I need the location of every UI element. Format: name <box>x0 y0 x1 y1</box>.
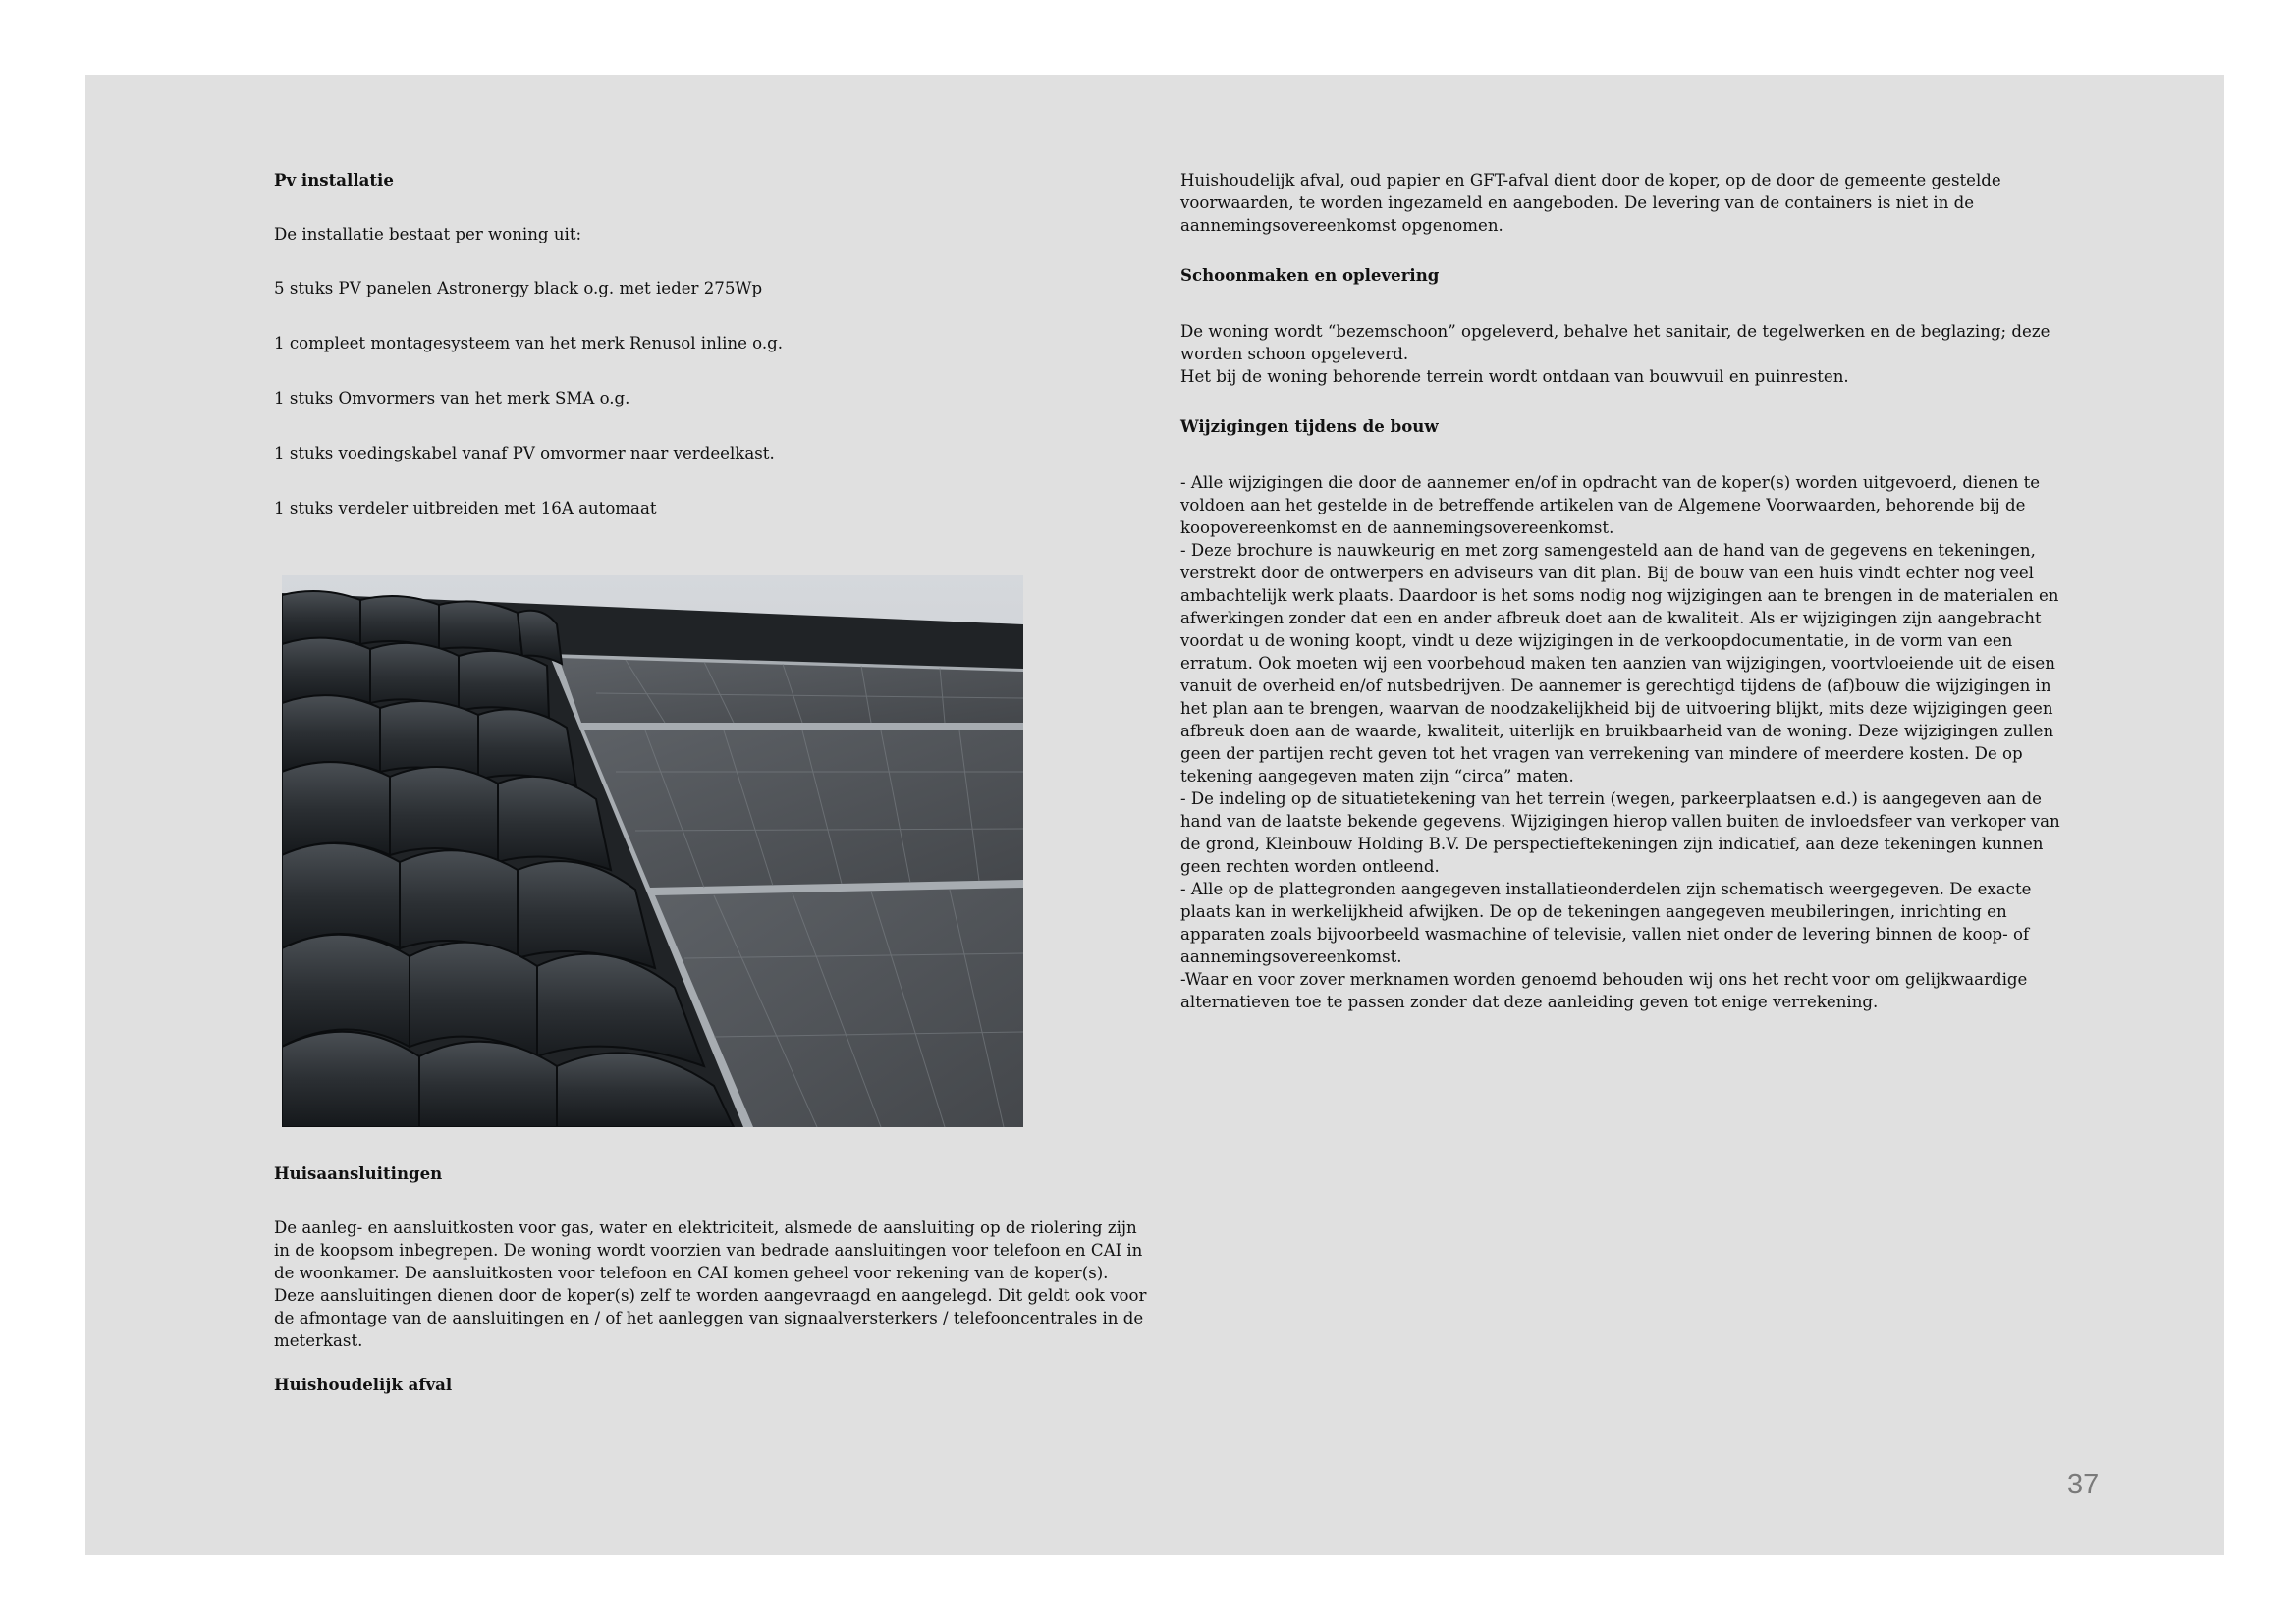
pv-item: 1 stuks voedingskabel vanaf PV omvormer naar verdeelkast. <box>274 444 775 462</box>
wijzigingen-paragraph: - De indeling op de situatietekening van het terrein (wegen, parkeerplaatsen e.d.) is aangegeven aan de hand van de laatste bekende gegevens. Wijzigingen hierop vallen buiten de invloedsfeer van verkoper van de grond, Kleinbouw Holding B.V. De perspectieftekeningen zijn indicatief, aan deze tekeningen kunnen geen rechten worden ontleend. <box>1180 789 2060 876</box>
pv-heading: Pv installatie <box>274 170 394 189</box>
oplevering-heading: Schoonmaken en oplevering <box>1180 265 1440 285</box>
pv-item: 1 compleet montagesysteem van het merk Renusol inline o.g. <box>274 334 784 352</box>
right-column <box>1180 169 2064 1013</box>
aansluitingen-heading: Huisaansluitingen <box>274 1163 443 1183</box>
page <box>85 75 2224 1555</box>
wijzigingen-heading: Wijzigingen tijdens de bouw <box>1180 416 1439 436</box>
wijzigingen-paragraph: - Deze brochure is nauwkeurig en met zorg samengesteld aan de hand van de gegevens en tekeningen, verstrekt door de ontwerpers en adviseurs van dit plan. Bij de bouw van een huis vindt echter nog veel ambachtelijk werk plaats. Daardoor is het soms nodig nog wijzigingen aan te brengen in de materialen en afwerkingen zonder dat een en ander afbreuk doet aan de kwaliteit. Als er wijzigingen zijn aangebracht voordat u de woning koopt, vindt u deze wijzigingen in de verkoopdocumentatie, in de vorm van een erratum. Ook moeten wij een voorbehoud maken ten aanzien van wijzigingen, voortvloeiende uit de eisen vanuit de overheid en/of nutsbedrijven. De aannemer is gerechtigd tijdens de (af)bouw die wijzigingen in het plan aan te brengen, waarvan de noodzakelijkheid bij de uitvoering blijkt, mits deze wijzigingen geen afbreuk doen aan de waarde, kwaliteit, uiterlijk en bruikbaarheid van de woning. Deze wijzigingen zullen geen der partijen recht geven tot het vragen van verrekening van mindere of meerdere kosten. De op tekening aangegeven maten zijn “circa” maten. <box>1180 541 2059 785</box>
aansluitingen-text: De aanleg- en aansluitkosten voor gas, water en elektriciteit, alsmede de aansluiting op de riolering zijn in de koopsom inbegrepen. De woning wordt voorzien van bedrade aansluitingen voor telefoon en CAI in de woonkamer. De aansluitkosten voor telefoon en CAI komen geheel voor rekening van de koper(s). Deze aansluitingen dienen door de koper(s) zelf te worden aangevraagd en aangelegd. Dit geldt ook voor de afmontage van de aansluitingen en / of het aanleggen van signaalversterkers / telefooncentrales in de meterkast. <box>274 1218 1147 1350</box>
solar-panel-roof-photo <box>282 575 1023 1127</box>
pv-item: 5 stuks PV panelen Astronergy black o.g. met ieder 275Wp <box>274 279 763 297</box>
left-column <box>274 169 1236 552</box>
wijzigingen-paragraph: -Waar en voor zover merknamen worden genoemd behouden wij ons het recht voor om gelijkwaardige alternatieven toe te passen zonder dat deze aanleiding geven tot enige verrekening. <box>1180 970 2028 1011</box>
wijzigingen-paragraph: - Alle wijzigingen die door de aannemer en/of in opdracht van de koper(s) worden uitgevoerd, dienen te voldoen aan het gestelde in de betreffende artikelen van de Algemene Voorwaarden, behorende bij de koopovereenkomst en de aannemingsovereenkomst. <box>1180 473 2041 537</box>
pv-item: 1 stuks verdeler uitbreiden met 16A automaat <box>274 499 657 517</box>
left-column-lower <box>274 1162 1236 1396</box>
pv-intro: De installatie bestaat per woning uit: <box>274 225 582 243</box>
wijzigingen-paragraph: - Alle op de plattegronden aangegeven installatieonderdelen zijn schematisch weergegeven. De exacte plaats kan in werkelijkheid afwijken. De op de tekeningen aangegeven meubileringen, inrichting en apparaten zoals bijvoorbeeld wasmachine of televisie, vallen niet onder de levering binnen de koop- of aannemingsovereenkomst. <box>1180 880 2032 966</box>
oplevering-text-1: De woning wordt “bezemschoon” opgeleverd, behalve het sanitair, de tegelwerken en de beglazing; deze worden schoon opgeleverd. <box>1180 322 2050 363</box>
afval-text: Huishoudelijk afval, oud papier en GFT-afval dient door de koper, op de door de gemeente gestelde voorwaarden, te worden ingezameld en aangeboden. De levering van de containers is niet in de aannemingsovereenkomst opgenomen. <box>1180 171 2001 235</box>
oplevering-text-2: Het bij de woning behorende terrein wordt ontdaan van bouwvuil en puinresten. <box>1180 367 1849 386</box>
afval-heading: Huishoudelijk afval <box>274 1375 453 1394</box>
page-number: 37 <box>2067 1469 2100 1500</box>
pv-item: 1 stuks Omvormers van het merk SMA o.g. <box>274 389 630 407</box>
